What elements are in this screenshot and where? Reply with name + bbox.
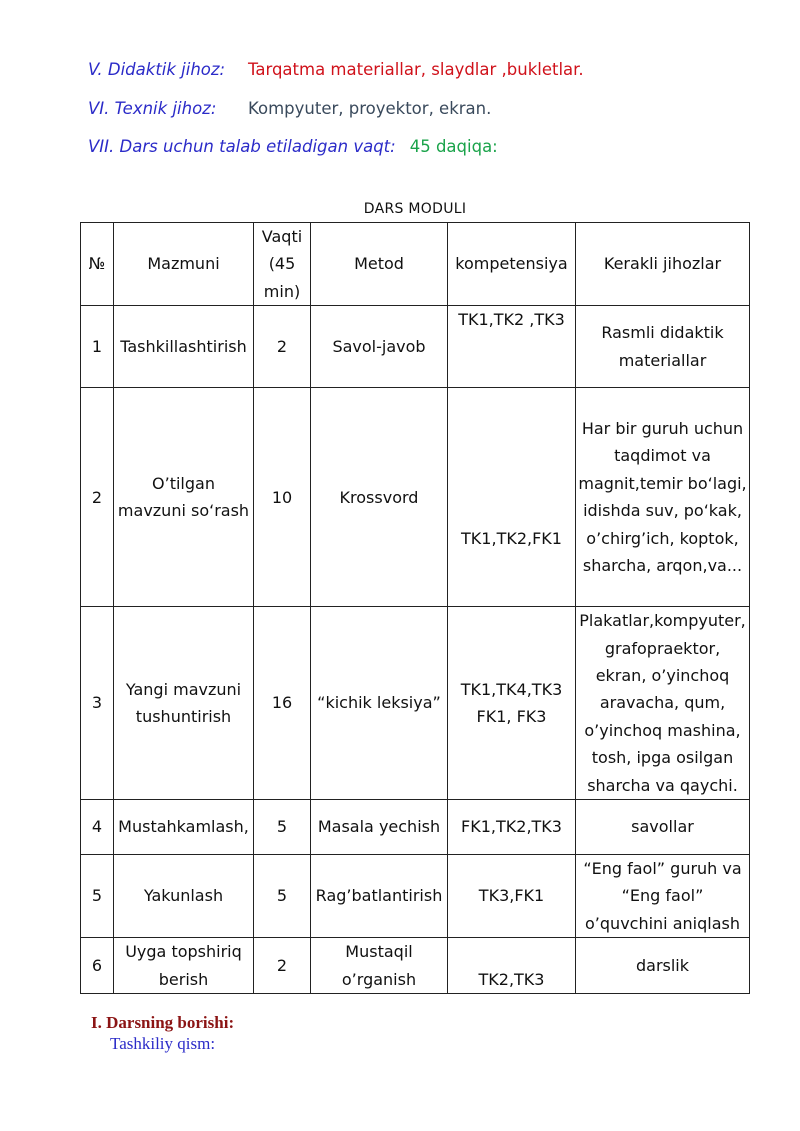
row-number: 1 [81,306,114,388]
header-competency: kompetensiya [448,223,576,306]
header-content: Mazmuni [114,223,254,306]
vaqt-line [88,137,498,156]
row-time: 2 [254,306,311,388]
row-time: 16 [254,607,311,800]
section-title: I. Darsning borishi: [91,1013,235,1032]
header-time: Vaqti (45 min) [254,223,311,306]
row-tools: “Eng faol” guruh va “Eng faol” o’quvchini aniqlash [576,855,750,938]
didaktik-value: Tarqatma materiallar, slaydlar ,bukletlar. [248,60,584,79]
texnik-label: VI. Texnik jihoz: [88,99,217,118]
row-number: 6 [81,938,114,994]
row-competency: TK1,TK4,TK3 FK1, FK3 [448,607,576,800]
vaqt-value: 45 daqiqa: [409,137,498,156]
row-time: 2 [254,938,311,994]
table-header-row [81,223,750,306]
table-row [81,306,750,388]
subsection-title: Tashkiliy qism: [110,1034,216,1053]
table-row [81,800,750,855]
table-row [81,855,750,938]
row-content: Uyga topshiriq berish [114,938,254,994]
row-time: 10 [254,388,311,607]
row-tools: darslik [576,938,750,994]
vaqt-label: VII. Dars uchun talab etiladigan vaqt: [88,137,396,156]
row-competency: TK3,FK1 [448,855,576,938]
table-row [81,388,750,607]
row-number: 2 [81,388,114,607]
row-method: Rag’batlantirish [311,855,448,938]
row-method: “kichik leksiya” [311,607,448,800]
row-number: 4 [81,800,114,855]
lesson-module-table [80,222,750,994]
row-content: Tashkillashtirish [114,306,254,388]
header-method: Metod [311,223,448,306]
row-time: 5 [254,855,311,938]
texnik-value: Kompyuter, proyektor, ekran. [248,99,492,118]
row-competency: TK2,TK3 [448,938,576,994]
row-number: 3 [81,607,114,800]
row-method: Mustaqil o’rganish [311,938,448,994]
header-tools: Kerakli jihozlar [576,223,750,306]
row-content: Yangi mavzuni tushuntirish [114,607,254,800]
row-tools: savollar [576,800,750,855]
table-row [81,607,750,800]
row-competency: TK1,TK2 ,TK3 [448,306,576,388]
row-content: Mustahkamlash, [114,800,254,855]
row-competency: FK1,TK2,TK3 [448,800,576,855]
row-time: 5 [254,800,311,855]
header-number: № [81,223,114,306]
table-caption: DARS MODULI [363,201,467,217]
row-number: 5 [81,855,114,938]
row-content: Yakunlash [114,855,254,938]
row-method: Savol-javob [311,306,448,388]
row-method: Masala yechish [311,800,448,855]
row-competency: TK1,TK2,FK1 [448,388,576,607]
row-content: O’tilgan mavzuni so‘rash [114,388,254,607]
row-method: Krossvord [311,388,448,607]
row-tools: Har bir guruh uchun taqdimot va magnit,temir bo‘lagi, idishda suv, po‘kak, o’chirg’ich, koptok, sharcha, arqon,va... [576,388,750,607]
texnik-line [88,99,491,118]
didaktik-label: V. Didaktik jihoz: [88,60,226,79]
didaktik-line [88,60,584,79]
table-row [81,938,750,994]
row-tools: Rasmli didaktik materiallar [576,306,750,388]
row-tools: Plakatlar,kompyuter, grafopraektor, ekran, o’yinchoq aravacha, qum, o’yinchoq mashina, tosh, ipga osilgan sharcha va qaychi. [576,607,750,800]
